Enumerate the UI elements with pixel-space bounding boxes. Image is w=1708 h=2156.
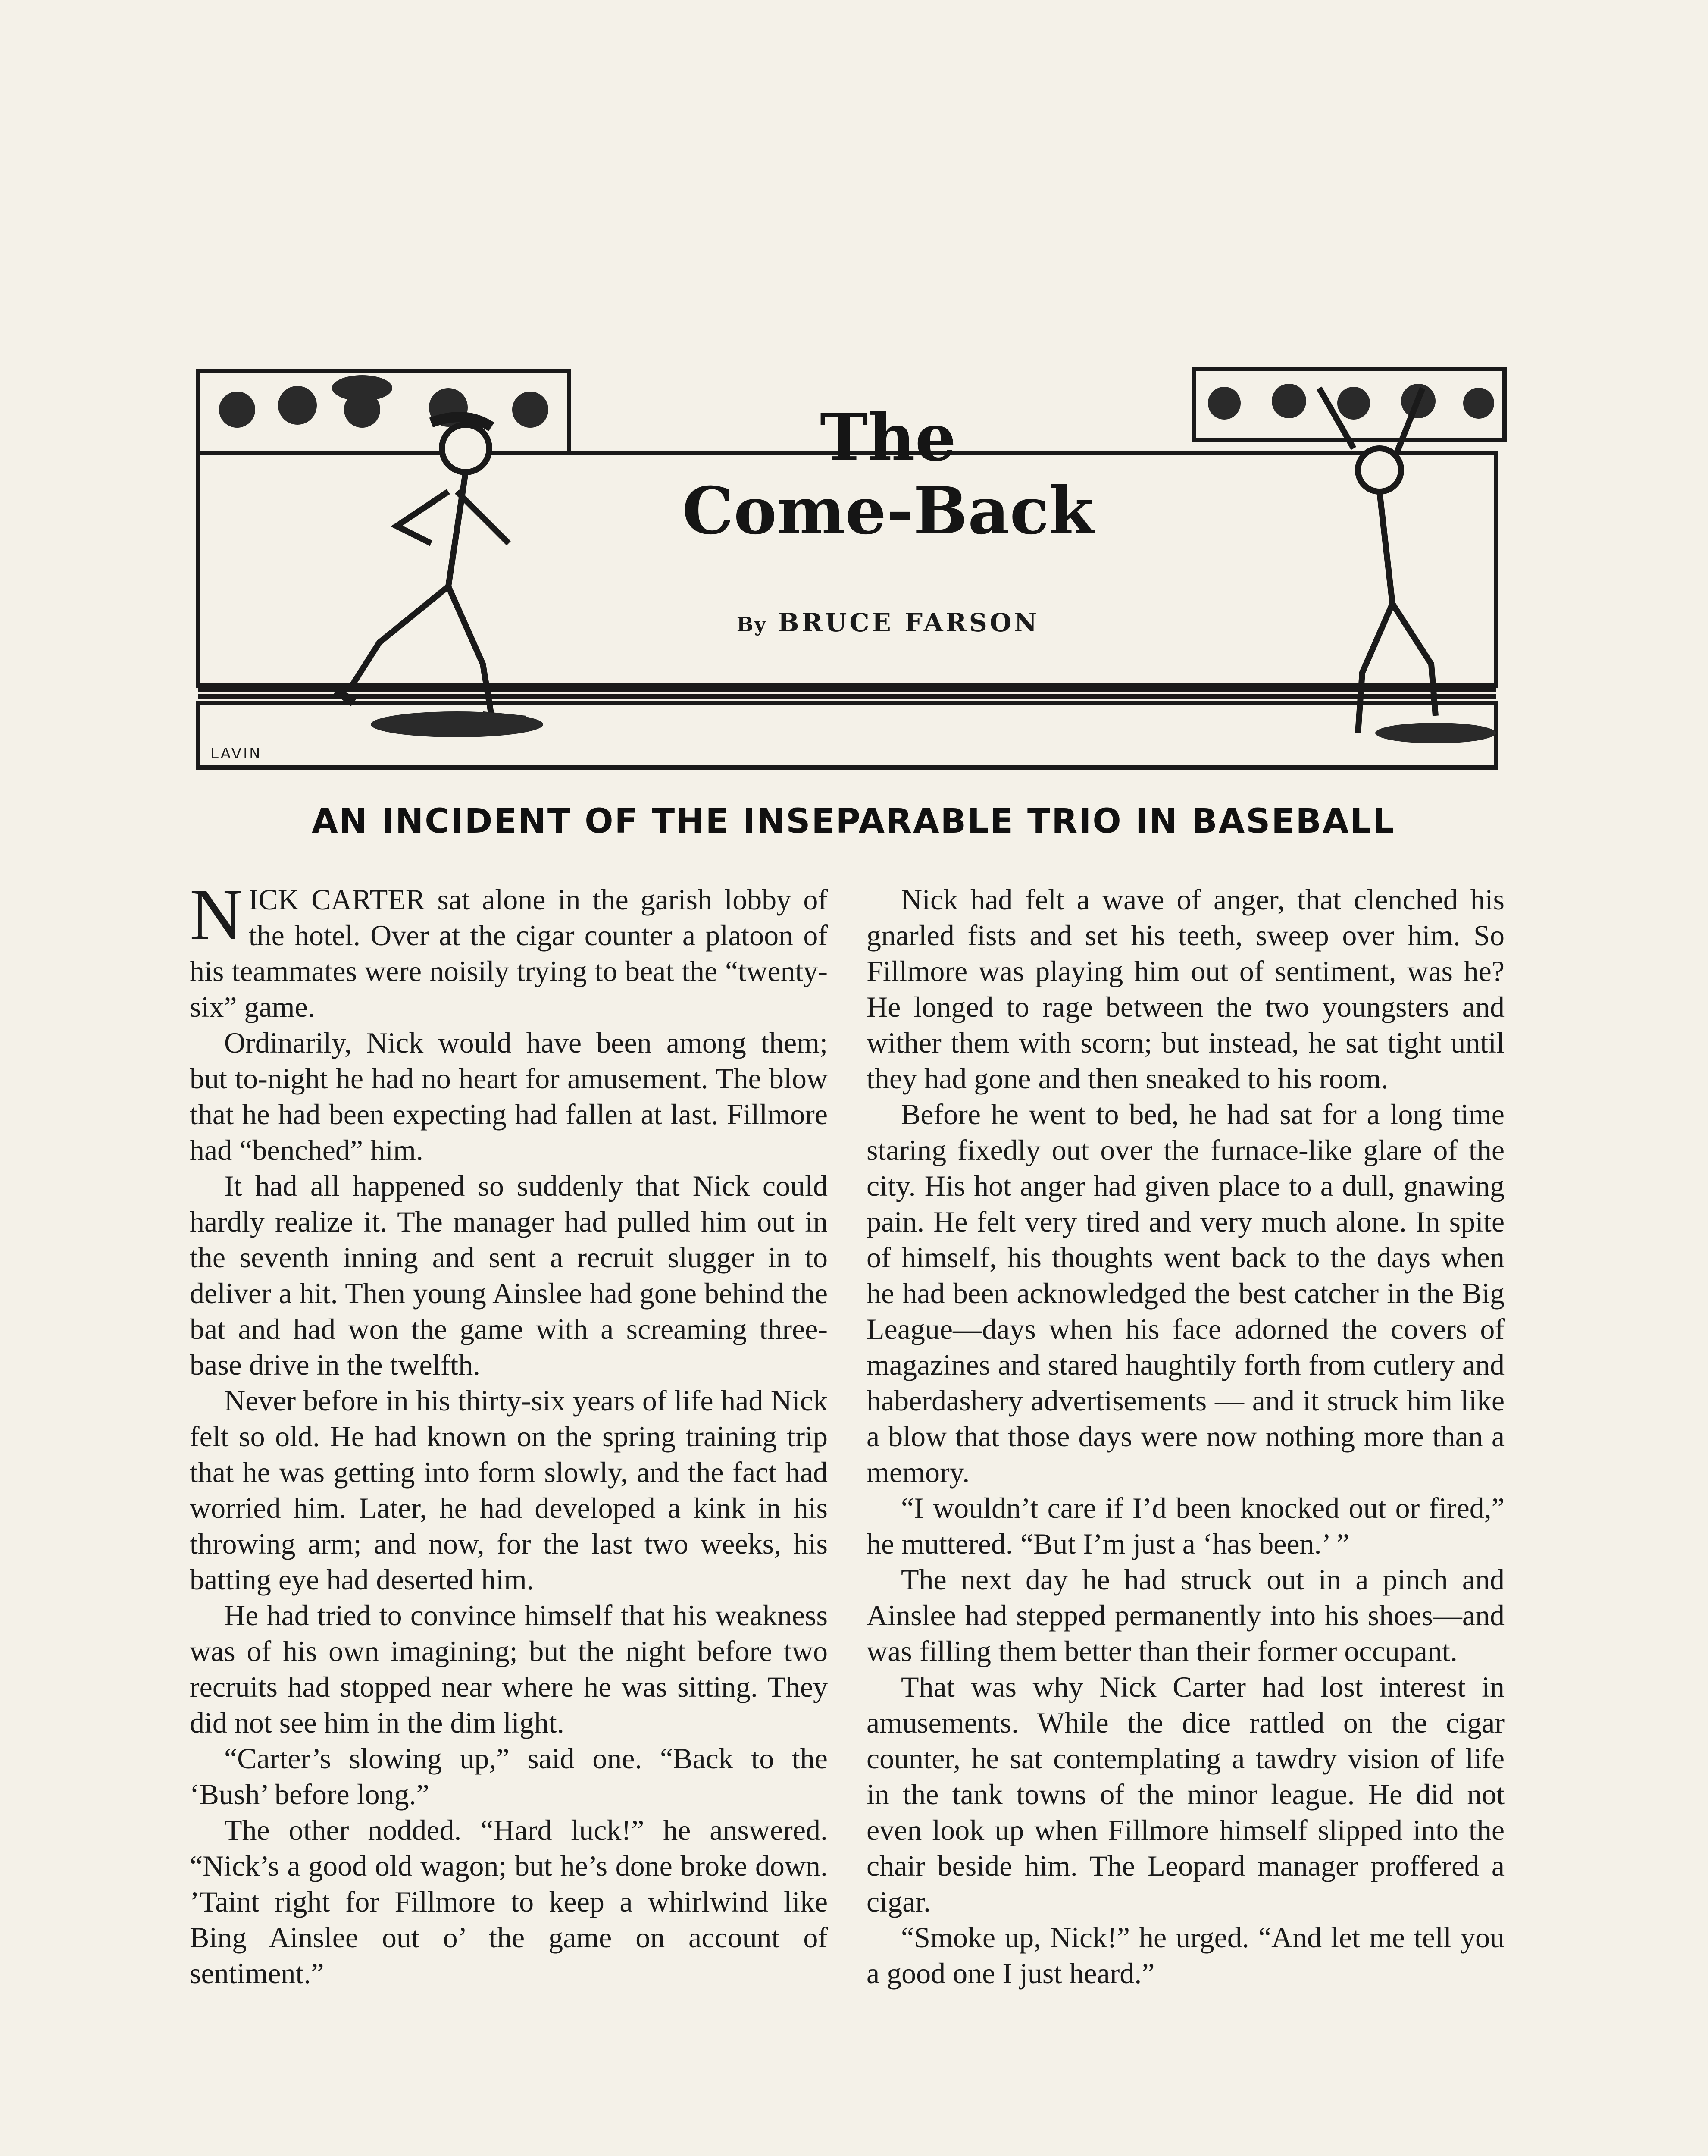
paragraph: Nick had felt a wave of anger, that clenched his gnarled fists and set his teeth, sweep over him. So Fillmore was playing him out of sentiment, was he? He longed to rage between the two youngsters and wither them with scorn; but instead, he sat tight until they had gone and then sneaked to his room. xyxy=(867,883,1505,1095)
paragraph: “Carter’s slowing up,” said one. “Back to the ‘Bush’ before long.” xyxy=(190,1742,828,1811)
paragraph: It had all happened so suddenly that Nick could hardly realize it. The manager had pulled him out in the seventh inning and sent a recruit slugger in to deliver a hit. Then young Ainslee had gone behind the bat and had won the game with a screaming three-base drive in the twelfth. xyxy=(190,1169,828,1381)
paragraph: The next day he had struck out in a pinch and Ainslee had stepped permanently into his shoes—and was filling them better than their former occupant. xyxy=(867,1563,1505,1667)
paragraph: That was why Nick Carter had lost interest in amusements. While the dice rattled on the cigar counter, he sat contemplating a tawdry vision of life in the tank towns of the minor league. He did not even look up when Fillmore himself slipped into the chair beside him. The Leopard manager proffered a cigar. xyxy=(867,1670,1505,1918)
paragraph: He had tried to convince himself that his weakness was of his own imagining; but the night before two recruits had stopped near where he was sitting. They did not see him in the dim light. xyxy=(190,1599,828,1739)
paragraph: Before he went to bed, he had sat for a long time staring fixedly out over the furnace-like glare of the city. His hot anger had given place to a dull, gnawing pain. He felt very tired and very much alone. In spite of himself, his thoughts went back to the days when he had been acknowledged the best catcher in the Big League—days when his face adorned the covers of magazines and stared haughtily forth from cutlery and haberdashery advertisements — and it struck him like a blow that those days were now nothing more than a memory. xyxy=(867,1098,1505,1489)
article-title xyxy=(647,401,1129,548)
left-column xyxy=(190,874,828,1991)
article-subtitle: AN INCIDENT OF THE INSEPARABLE TRIO IN BASEBALL xyxy=(312,802,1395,841)
left-crowd xyxy=(219,375,548,428)
right-crowd xyxy=(1208,384,1494,420)
left-player-shadow xyxy=(371,711,543,737)
paragraph: Never before in his thirty-six years of life had Nick felt so old. He had known on the spring training trip that he was getting into form slowly, and the fact had worried him. Later, he had developed a kink in his throwing arm; and now, for the last two weeks, his batting eye had deserted him. xyxy=(190,1384,828,1596)
paragraph: “Smoke up, Nick!” he urged. “And let me tell you a good one I just heard.” xyxy=(867,1921,1505,1990)
ground-box xyxy=(198,703,1496,768)
byline-prefix: By xyxy=(736,613,767,636)
paragraph xyxy=(190,874,828,1025)
paragraph: “I wouldn’t care if I’d been knocked out or fired,” he muttered. “But I’m just a ‘has been.’ ” xyxy=(867,1492,1505,1560)
right-column xyxy=(867,882,1505,1991)
drop-cap: N xyxy=(190,874,243,955)
paragraph: Ordinarily, Nick would have been among them; but to-night he had no heart for amusement. The blow that he had been expecting had fallen at last. Fillmore had “benched” him. xyxy=(190,1026,828,1166)
author-name: BRUCE FARSON xyxy=(778,608,1040,637)
title-line-1: The xyxy=(820,400,957,476)
right-player-shadow xyxy=(1375,723,1496,743)
illustrator-signature: LAVIN xyxy=(210,745,262,762)
left-player xyxy=(336,417,526,720)
paragraph-text: ICK CARTER sat alone in the garish lobby of the hotel. Over at the cigar counter a platoon of his teammates were noisily trying to beat the “twenty-six” game. xyxy=(190,883,828,1023)
title-line-2: Come-Back xyxy=(682,473,1094,549)
paragraph: The other nodded. “Hard luck!” he answered. “Nick’s a good old wagon; but he’s done broke down. ’Taint right for Fillmore to keep a whirlwind like Bing Ainslee out o’ the game on account of sentiment.” xyxy=(190,1814,828,1990)
byline xyxy=(647,608,1129,637)
